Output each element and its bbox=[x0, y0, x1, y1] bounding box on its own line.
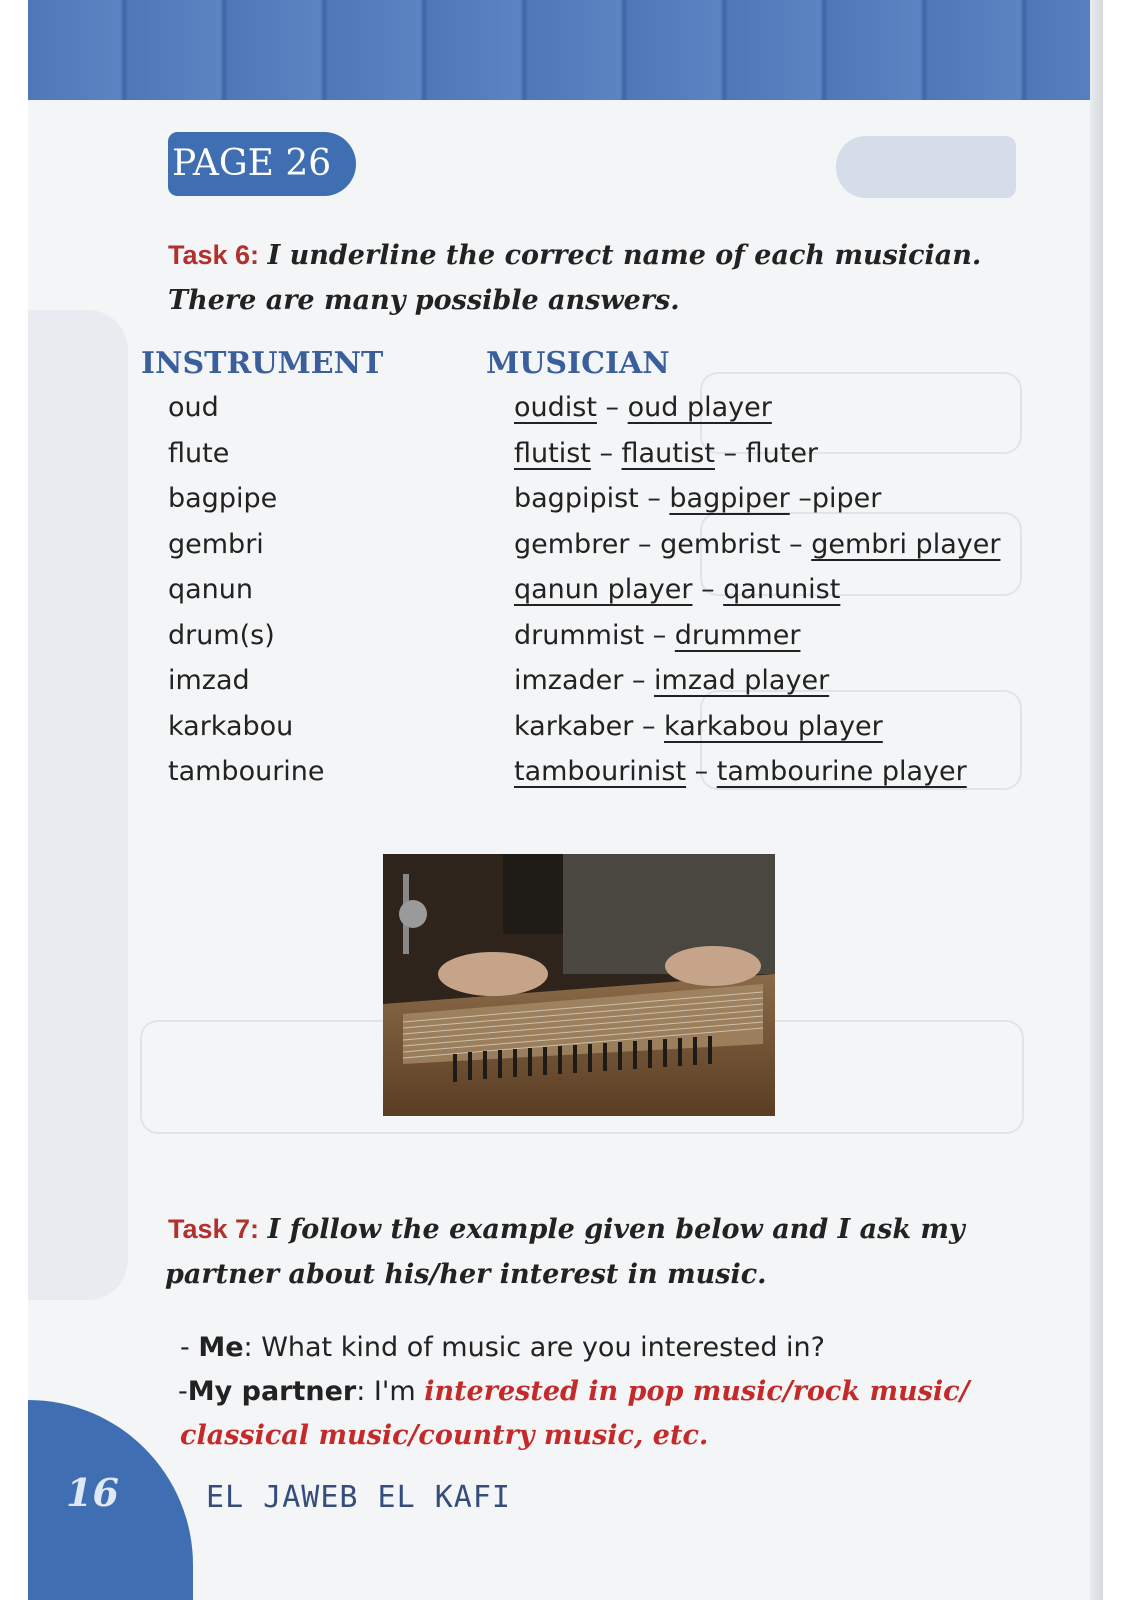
page-number: 16 bbox=[66, 1470, 119, 1515]
underlined-answer: tambourinist bbox=[514, 756, 687, 787]
instrument-cell: gembri bbox=[168, 528, 264, 560]
table-row bbox=[168, 665, 1028, 711]
task7-line2: partner about his/her interest in music. bbox=[165, 1259, 767, 1290]
underlined-answer: flutist bbox=[514, 437, 591, 469]
task6-label: Task 6: bbox=[168, 240, 260, 270]
task6-heading bbox=[168, 232, 1028, 279]
underlined-answer: tambourine player bbox=[716, 756, 967, 787]
musician-text: – bbox=[590, 437, 622, 469]
table-row bbox=[168, 711, 1028, 757]
underlined-answer: qanun player bbox=[514, 574, 693, 605]
qanun-photo-image bbox=[383, 854, 775, 1116]
page-badge bbox=[168, 132, 356, 196]
musician-text: – bbox=[686, 756, 717, 787]
dialog-partner-cont bbox=[180, 1420, 708, 1451]
instrument-cell: drum(s) bbox=[168, 619, 275, 651]
underlined-answer: karkabou player bbox=[664, 710, 883, 742]
underlined-answer: qanunist bbox=[723, 574, 841, 605]
task6-line2: There are many possible answers. bbox=[168, 285, 680, 316]
musician-text: bagpipist – bbox=[514, 483, 670, 514]
musician-cell bbox=[514, 620, 800, 651]
header-band bbox=[28, 0, 1103, 100]
page-label: PAGE 26 bbox=[172, 143, 332, 184]
page bbox=[28, 0, 1103, 1600]
dialog-me: - Me: What kind of music are you interested in? bbox=[180, 1332, 826, 1363]
footer-brand: EL JAWEB EL KAFI bbox=[206, 1480, 511, 1515]
column-header-musician: MUSICIAN bbox=[486, 346, 670, 381]
underlined-answer: flautist bbox=[621, 437, 715, 469]
musician-text: – bbox=[692, 574, 724, 605]
table-row bbox=[168, 756, 1028, 802]
table-row bbox=[168, 529, 1028, 575]
musician-text: karkaber – bbox=[514, 710, 665, 742]
instrument-cell: oud bbox=[168, 392, 219, 423]
task7-heading bbox=[168, 1206, 1028, 1253]
table-row bbox=[168, 574, 1028, 620]
table-row bbox=[168, 392, 1028, 438]
table-row bbox=[168, 620, 1028, 666]
task7-heading-cont bbox=[165, 1252, 1025, 1298]
partner-answer-line2: classical music/country music, etc. bbox=[180, 1420, 709, 1451]
instrument-cell: imzad bbox=[168, 665, 250, 696]
task7-line1: I follow the example given below and I ask my bbox=[267, 1214, 965, 1245]
task6-heading-cont bbox=[168, 278, 1028, 324]
musician-cell bbox=[514, 574, 840, 605]
musician-cell bbox=[514, 529, 1000, 560]
musician-cell bbox=[514, 438, 818, 469]
instrument-cell: tambourine bbox=[168, 756, 325, 787]
musician-cell bbox=[514, 392, 772, 423]
musician-cell bbox=[514, 483, 881, 514]
musician-text: –piper bbox=[789, 483, 882, 514]
underlined-answer: gembri player bbox=[811, 528, 1001, 560]
partner-label: My partner bbox=[187, 1376, 357, 1407]
task7-label: Task 7: bbox=[168, 1214, 260, 1244]
musician-cell bbox=[514, 756, 967, 787]
musician-cell bbox=[514, 665, 829, 696]
musician-text: imzader – bbox=[514, 665, 655, 696]
instrument-cell: flute bbox=[168, 437, 230, 469]
me-text: : What kind of music are you interested in? bbox=[243, 1332, 826, 1363]
table-row bbox=[168, 483, 1028, 529]
underlined-answer: oud player bbox=[627, 392, 772, 423]
partner-answer-line1: interested in pop music/rock music/ bbox=[424, 1376, 970, 1407]
column-header-instrument: INSTRUMENT bbox=[141, 346, 384, 381]
instrument-cell: karkabou bbox=[168, 710, 294, 742]
partner-text: : I'm bbox=[356, 1376, 425, 1407]
dialog-partner: -My partner: I'm interested in pop music/rock music/ bbox=[178, 1376, 970, 1407]
musician-text: gembrer – gembrist – bbox=[514, 528, 812, 560]
instrument-cell: bagpipe bbox=[168, 483, 278, 514]
task6-line1: I underline the correct name of each musician. bbox=[267, 240, 982, 271]
musician-text: drummist – bbox=[514, 619, 675, 651]
underlined-answer: imzad player bbox=[654, 665, 830, 696]
musician-text: – fluter bbox=[714, 437, 819, 469]
me-label: Me bbox=[198, 1332, 244, 1363]
side-band bbox=[28, 310, 128, 1300]
underlined-answer: oudist bbox=[514, 392, 597, 423]
musician-cell bbox=[514, 711, 883, 742]
binding-edge bbox=[1090, 0, 1103, 1600]
underlined-answer: bagpiper bbox=[669, 483, 790, 514]
underlined-answer: drummer bbox=[674, 619, 801, 651]
show-through-badge bbox=[836, 136, 1016, 198]
musician-text: – bbox=[596, 392, 628, 423]
qanun-photo bbox=[383, 854, 775, 1116]
instrument-cell: qanun bbox=[168, 574, 254, 605]
table-row bbox=[168, 438, 1028, 484]
